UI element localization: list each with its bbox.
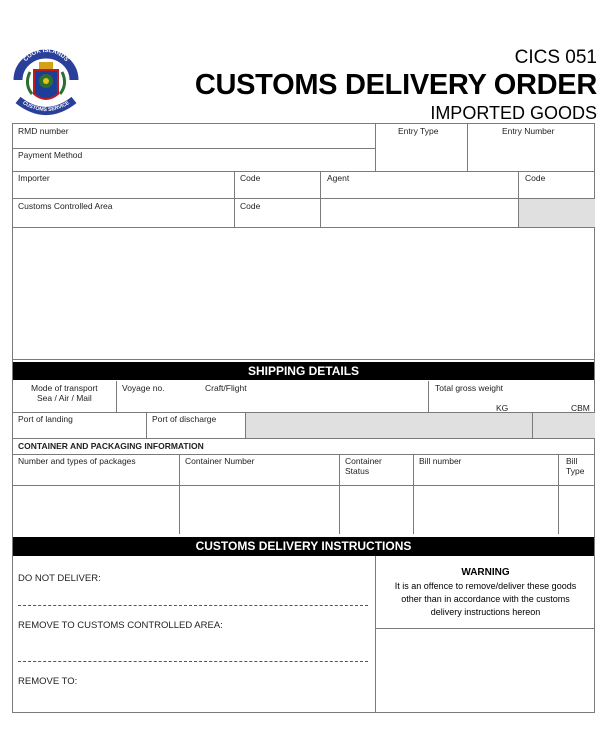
entry-number-label: Entry Number (502, 126, 555, 136)
agent-code-label: Code (525, 173, 546, 183)
customs-logo (12, 48, 80, 124)
bill-type-col-header-2: Type (566, 466, 585, 476)
agent-label: Agent (327, 173, 350, 183)
shipping-details-header: SHIPPING DETAILS (13, 362, 594, 380)
shaded-cell (533, 413, 595, 438)
page-subtitle: IMPORTED GOODS (430, 103, 597, 123)
logo-bottom-text: CUSTOMS SERVICE (21, 100, 71, 114)
port-of-discharge-label: Port of discharge (152, 414, 217, 424)
warning-title: WARNING (461, 567, 510, 578)
warning-line-3: delivery instructions hereon (430, 607, 541, 617)
form-code: CICS 051 (514, 47, 597, 68)
payment-method-label: Payment Method (18, 150, 83, 160)
container-status-col-header-1: Container (345, 456, 382, 466)
container-info-header: CONTAINER AND PACKAGING INFORMATION (18, 441, 204, 451)
warning-line-2: other than in accordance with the customs (401, 594, 570, 604)
craft-flight-label: Craft/Flight (205, 383, 247, 393)
kg-label: KG (496, 403, 509, 413)
bill-number-col-header: Bill number (419, 456, 462, 466)
do-not-deliver-line (18, 605, 368, 606)
warning-line-1: It is an offence to remove/deliver these goods (394, 581, 577, 591)
container-number-col-header: Container Number (185, 456, 255, 466)
instructions-header: CUSTOMS DELIVERY INSTRUCTIONS (13, 537, 594, 556)
logo-top-text: COOK ISLANDS (22, 48, 70, 64)
cbm-label: CBM (571, 403, 590, 413)
total-gross-weight-label: Total gross weight (435, 383, 504, 393)
shaded-cell (519, 199, 595, 227)
rmd-number-label: RMD number (18, 126, 69, 136)
packages-col-header: Number and types of packages (18, 456, 136, 466)
remove-to-cca-line (18, 661, 368, 662)
mode-options-label: Sea / Air / Mail (37, 393, 92, 403)
cca-code-label: Code (240, 201, 261, 211)
cca-label: Customs Controlled Area (18, 201, 113, 211)
remove-to-cca-label: REMOVE TO CUSTOMS CONTROLLED AREA: (18, 620, 223, 631)
mode-of-transport-label: Mode of transport (31, 383, 98, 393)
bill-type-col-header-1: Bill (566, 456, 578, 466)
remove-to-label: REMOVE TO: (18, 676, 78, 687)
page-title: CUSTOMS DELIVERY ORDER (194, 69, 597, 101)
importer-code-label: Code (240, 173, 261, 183)
entry-type-label: Entry Type (398, 126, 439, 136)
voyage-no-label: Voyage no. (122, 383, 165, 393)
port-of-landing-label: Port of landing (18, 414, 73, 424)
shaded-cell (246, 413, 532, 438)
container-status-col-header-2: Status (345, 466, 370, 476)
do-not-deliver-label: DO NOT DELIVER: (18, 573, 101, 584)
importer-label: Importer (18, 173, 50, 183)
